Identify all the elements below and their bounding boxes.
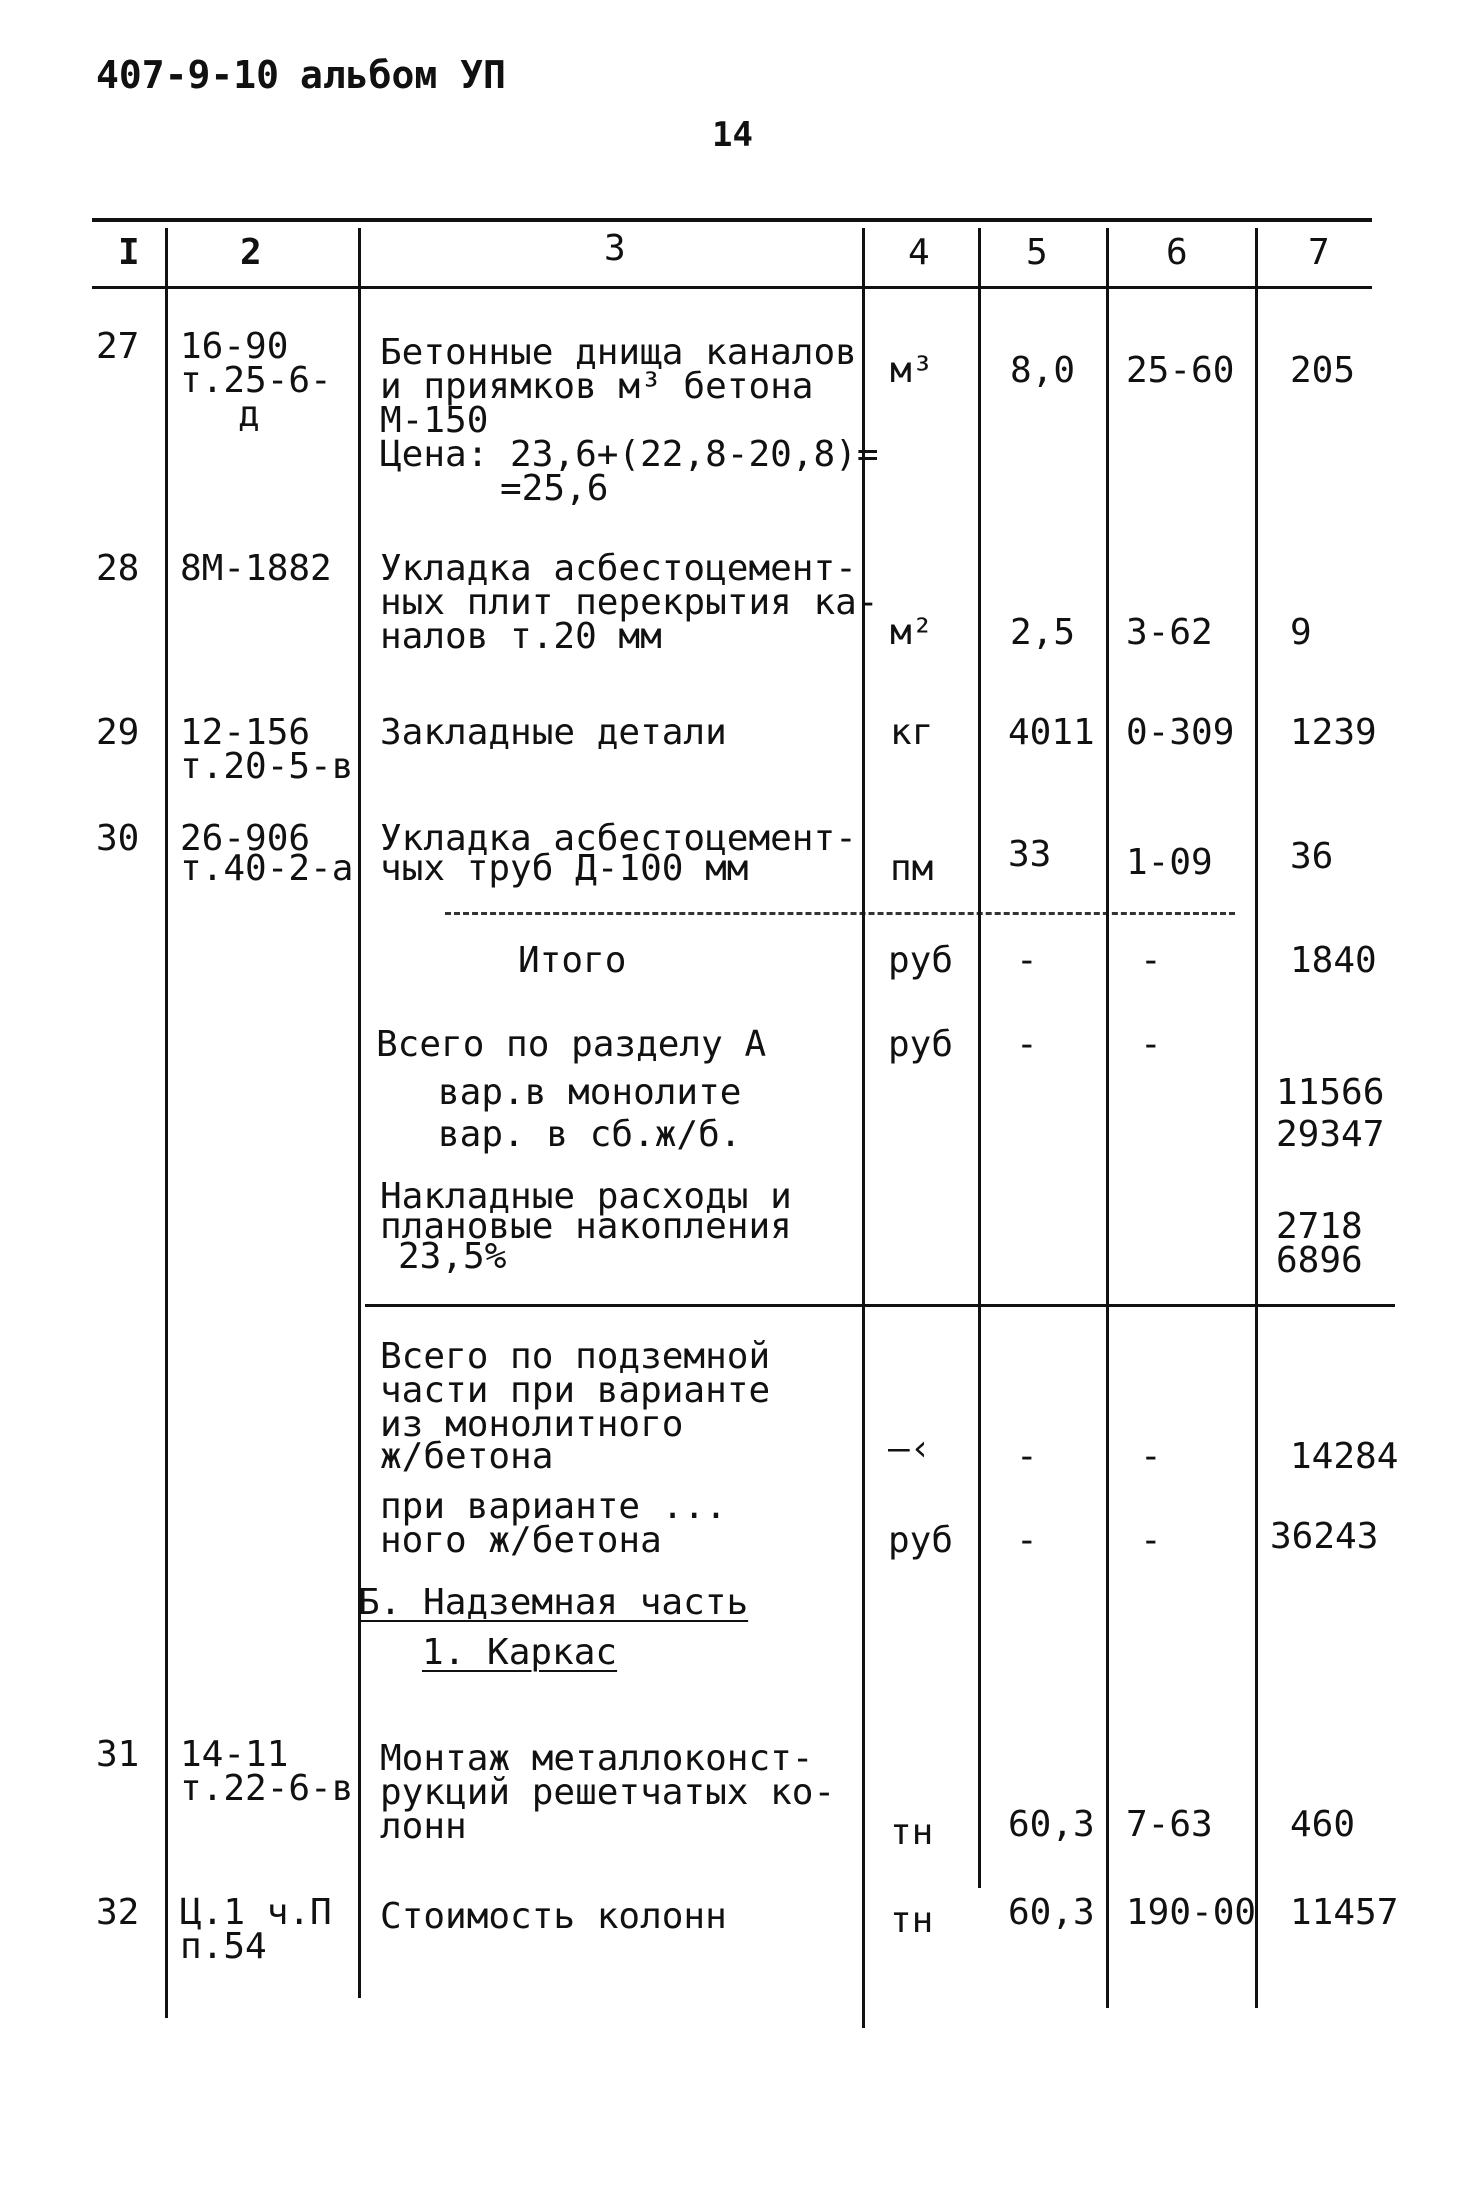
underground-label: ж/бетона — [380, 1436, 554, 1477]
row-total: 1239 — [1290, 712, 1377, 753]
row-desc: Монтаж металлоконст- — [380, 1738, 814, 1779]
row-unit: тн — [890, 1812, 934, 1853]
underground-label: из монолитного — [380, 1404, 684, 1445]
row-desc: и приямков м³ бетона — [380, 366, 814, 407]
section-a-total-price: - — [1140, 1024, 1162, 1065]
row-unit: пм — [890, 848, 934, 889]
row-price: 1-09 — [1126, 842, 1213, 883]
prefab-qty: - — [1016, 1520, 1038, 1561]
row-desc: налов т.20 мм — [380, 616, 662, 657]
row-qty: 60,3 — [1008, 1804, 1095, 1845]
variant-monolith-label: вар.в монолите — [438, 1072, 742, 1113]
col-divider-5 — [1106, 228, 1109, 2008]
itogo-total: 1840 — [1290, 940, 1377, 981]
underground-unit: —‹ — [888, 1428, 932, 1469]
col-divider-4 — [978, 228, 981, 1888]
row-price: 0-309 — [1126, 712, 1235, 753]
row-code: т.40-2-а — [180, 848, 354, 889]
col-divider-2 — [358, 228, 361, 1998]
row-desc: =25,6 — [500, 468, 609, 509]
prefab-total: 36243 — [1270, 1516, 1379, 1557]
row-price: 3-62 — [1126, 612, 1213, 653]
itogo-price: - — [1140, 940, 1162, 981]
overhead-total-1: 2718 — [1276, 1206, 1363, 1247]
row-total: 205 — [1290, 350, 1356, 391]
section-rule — [365, 1304, 1395, 1307]
row-qty: 4011 — [1008, 712, 1095, 753]
underground-qty: - — [1016, 1436, 1038, 1477]
row-number: 32 — [96, 1892, 140, 1933]
row-unit: м³ — [890, 350, 934, 391]
col-divider-1 — [165, 228, 168, 2018]
album-label: альбом УП — [300, 53, 506, 97]
col-divider-6 — [1255, 228, 1258, 2008]
row-code: 12-156 — [180, 712, 311, 753]
itogo-label: Итого — [518, 940, 627, 981]
section-a-total-unit: руб — [888, 1024, 954, 1065]
row-code: т.22-6-в — [180, 1768, 354, 1809]
underground-label: Всего по подземной — [380, 1336, 771, 1377]
row-desc: рукций решетчатых ко- — [380, 1772, 836, 1813]
itogo-qty: - — [1016, 940, 1038, 981]
row-code: д — [238, 394, 260, 435]
row-desc: ных плит перекрытия ка- — [380, 582, 879, 623]
overhead-label: Накладные расходы и — [380, 1176, 792, 1217]
col-header-7: 7 — [1308, 232, 1330, 273]
row-desc: М-150 — [380, 400, 489, 441]
variant-prefab-label: вар. в сб.ж/б. — [438, 1114, 742, 1155]
prefab-label: ного ж/бетона — [380, 1520, 662, 1561]
section-b-subtitle: 1. Каркас — [422, 1632, 618, 1673]
row-code: п.54 — [180, 1926, 267, 1967]
overhead-percent: 23,5% — [398, 1236, 507, 1277]
row-code: Ц.1 ч.П — [180, 1892, 332, 1933]
row-code: 8М-1882 — [180, 548, 332, 589]
section-a-total-qty: - — [1016, 1024, 1038, 1065]
row-total: 11457 — [1290, 1892, 1399, 1933]
row-code: 26-906 — [180, 818, 311, 859]
section-b-title: Б. Надземная часть — [358, 1582, 749, 1623]
row-price: 25-60 — [1126, 350, 1235, 391]
col-divider-3 — [862, 228, 865, 2028]
row-qty: 2,5 — [1010, 612, 1076, 653]
prefab-price: - — [1140, 1520, 1162, 1561]
variant-prefab-total: 29347 — [1276, 1114, 1385, 1155]
row-number: 31 — [96, 1734, 140, 1775]
doc-code: 407-9-10 — [96, 53, 280, 97]
row-desc: Бетонные днища каналов — [380, 332, 857, 373]
row-unit: кг — [890, 712, 934, 753]
table-top-rule — [92, 218, 1372, 222]
row-price: 190-00 — [1126, 1892, 1257, 1933]
row-code: т.20-5-в — [180, 746, 354, 787]
row-unit: тн — [890, 1900, 934, 1941]
row-qty: 33 — [1008, 834, 1052, 875]
col-header-6: 6 — [1166, 232, 1188, 273]
row-desc: Цена: 23,6+(22,8-20,8)= — [380, 434, 879, 475]
overhead-total-2: 6896 — [1276, 1240, 1363, 1281]
itogo-unit: руб — [888, 940, 954, 981]
underground-label: части при варианте — [380, 1370, 771, 1411]
page-number: 14 — [712, 115, 753, 155]
row-total: 9 — [1290, 612, 1312, 653]
row-qty: 60,3 — [1008, 1892, 1095, 1933]
row-number: 30 — [96, 818, 140, 859]
row-number: 29 — [96, 712, 140, 753]
col-header-2: 2 — [240, 232, 262, 273]
row-price: 7-63 — [1126, 1804, 1213, 1845]
row-total: 460 — [1290, 1804, 1356, 1845]
prefab-label: при варианте ... — [380, 1486, 727, 1527]
header-bottom-rule — [92, 286, 1372, 289]
row-total: 36 — [1290, 836, 1334, 877]
row-desc: чых труб Д-100 мм — [380, 848, 749, 889]
row-unit: м² — [890, 612, 934, 653]
overhead-label: плановые накопления — [380, 1206, 792, 1247]
row-code: т.25-6- — [180, 360, 332, 401]
row-number: 27 — [96, 326, 140, 367]
row-code: 14-11 — [180, 1734, 289, 1775]
section-a-total-label: Всего по разделу А — [376, 1024, 767, 1065]
col-header-3: 3 — [604, 228, 626, 269]
subtotal-rule — [445, 912, 1235, 915]
underground-total: 14284 — [1290, 1436, 1399, 1477]
row-desc: Закладные детали — [380, 712, 727, 753]
row-code: 16-90 — [180, 326, 289, 367]
variant-monolith-total: 11566 — [1276, 1072, 1385, 1113]
col-header-4: 4 — [908, 232, 930, 273]
row-qty: 8,0 — [1010, 350, 1076, 391]
row-desc: Укладка асбестоцемент- — [380, 548, 857, 589]
row-desc: Стоимость колонн — [380, 1896, 727, 1937]
row-desc: Укладка асбестоцемент- — [380, 818, 857, 859]
col-header-1: I — [118, 232, 140, 273]
row-desc: лонн — [380, 1806, 467, 1847]
row-number: 28 — [96, 548, 140, 589]
col-header-5: 5 — [1026, 232, 1048, 273]
prefab-unit: руб — [888, 1520, 954, 1561]
underground-price: - — [1140, 1436, 1162, 1477]
